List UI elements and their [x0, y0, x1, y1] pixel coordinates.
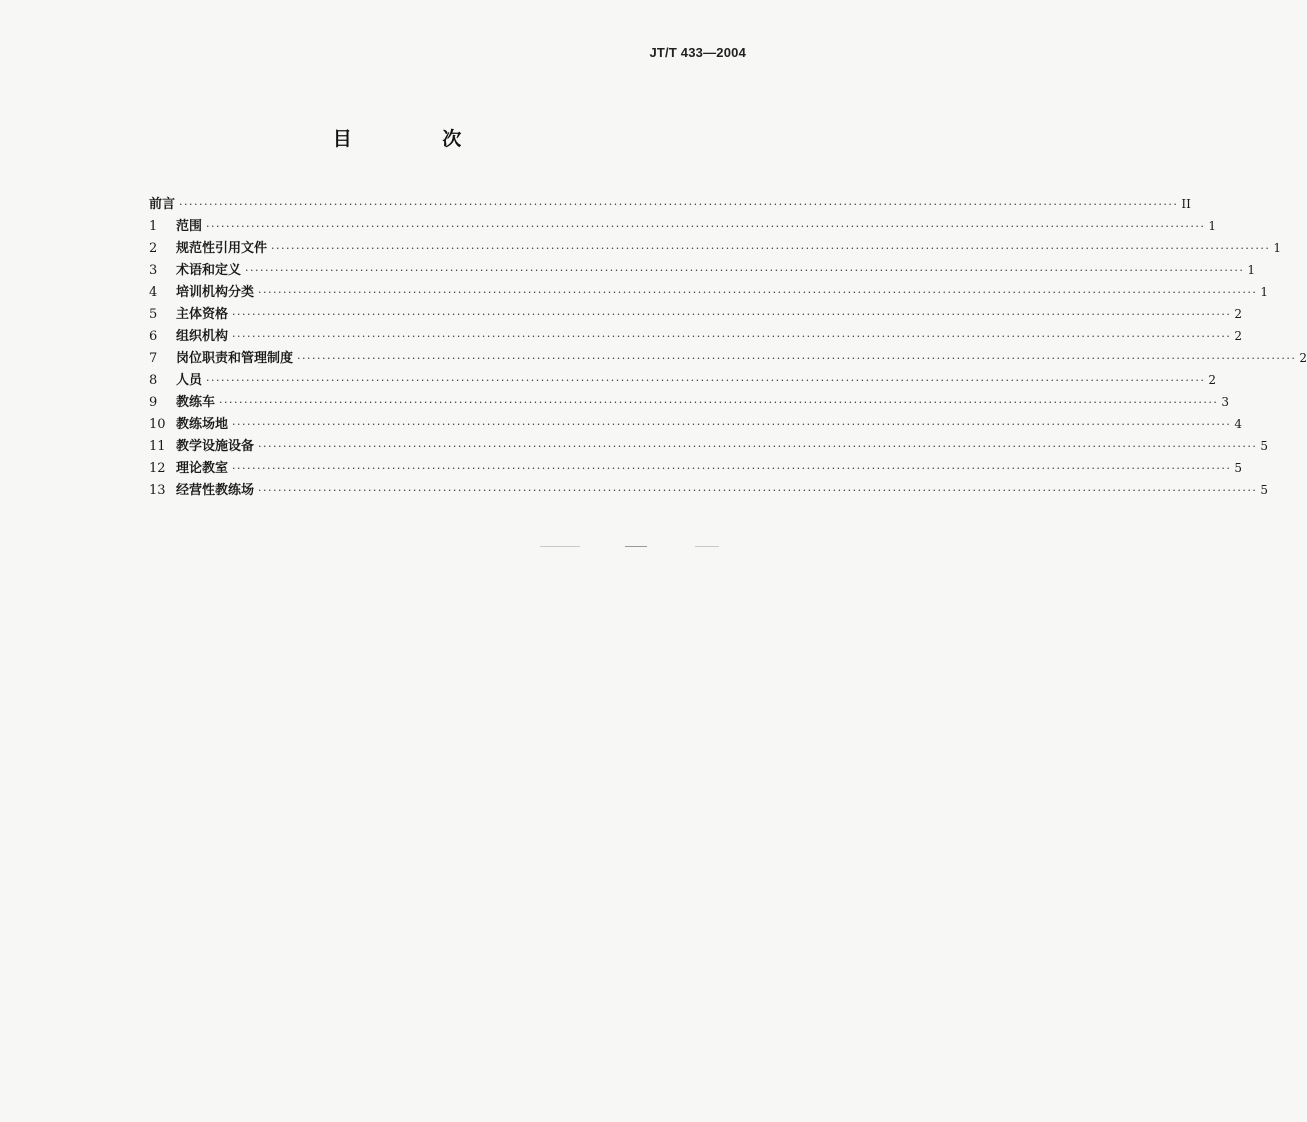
toc-entry-page: 4 [1234, 417, 1242, 431]
dot-leader: ········································································································································································································ [219, 396, 1219, 409]
dot-leader: ········································································································································································································ [258, 440, 1258, 453]
toc-entry-page: 3 [1221, 395, 1229, 409]
toc-entry-12[interactable] [149, 457, 1242, 479]
dot-leader: ········································································································································································································ [232, 330, 1232, 343]
toc-entry-number: 9 [149, 395, 158, 410]
toc-entry-number: 4 [149, 285, 158, 300]
toc-entry-label: 教练车 [176, 395, 216, 410]
toc-entry-label: 范围 [176, 219, 203, 234]
toc-entry-page: 2 [1208, 373, 1216, 387]
toc-entry-number: 8 [149, 373, 158, 388]
toc-entry-5[interactable] [149, 303, 1242, 325]
dot-leader: ········································································································································································································ [206, 374, 1206, 387]
dot-leader: ········································································································································································································ [258, 484, 1258, 497]
dot-leader: ········································································································································································································ [179, 198, 1179, 211]
toc-entry-2[interactable] [149, 237, 1281, 259]
toc-entry-3[interactable] [149, 259, 1255, 281]
dot-leader: ········································································································································································································ [232, 308, 1232, 321]
toc-entry-page: 1 [1247, 263, 1255, 277]
toc-entry-page: 1 [1260, 285, 1268, 299]
scan-artifact [695, 546, 719, 547]
document-code: JT/T 433—2004 [649, 45, 746, 60]
toc-entry-label: 理论教室 [176, 461, 229, 476]
dot-leader: ········································································································································································································ [232, 462, 1232, 475]
toc-entry-label: 组织机构 [176, 329, 229, 344]
toc-entry-number: 10 [149, 417, 166, 432]
toc-entry-page: 5 [1260, 483, 1268, 497]
toc-entry-4[interactable] [149, 281, 1268, 303]
dot-leader: ········································································································································································································ [258, 286, 1258, 299]
toc-entry-1[interactable] [149, 215, 1216, 237]
dot-leader: ········································································································································································································ [297, 352, 1297, 365]
toc-entry-number: 2 [149, 241, 158, 256]
toc-entry-label: 人员 [176, 373, 203, 388]
toc-entry-7[interactable] [149, 347, 1307, 369]
toc-entry-label: 规范性引用文件 [176, 241, 268, 256]
toc-entry-label: 主体资格 [176, 307, 229, 322]
toc-entry-11[interactable] [149, 435, 1268, 457]
dot-leader: ········································································································································································································ [271, 242, 1271, 255]
toc-entry-label: 教学设施设备 [176, 439, 255, 454]
toc-entry-number: 7 [149, 351, 158, 366]
toc-title: 目 次 [332, 128, 504, 150]
scan-artifact [625, 546, 647, 547]
toc-entry-page: II [1181, 197, 1191, 211]
toc-entry-number: 5 [149, 307, 158, 322]
dot-leader: ········································································································································································································ [232, 418, 1232, 431]
toc-entry-foreword[interactable] [149, 193, 1191, 215]
table-of-contents [149, 193, 1307, 501]
toc-entry-number: 11 [149, 439, 166, 454]
toc-entry-page: 2 [1299, 351, 1307, 365]
toc-entry-number: 1 [149, 219, 158, 234]
toc-entry-page: 2 [1234, 307, 1242, 321]
toc-entry-page: 2 [1234, 329, 1242, 343]
toc-entry-label: 术语和定义 [176, 263, 242, 278]
toc-entry-page: 5 [1234, 461, 1242, 475]
toc-entry-label: 岗位职责和管理制度 [176, 351, 294, 366]
toc-entry-6[interactable] [149, 325, 1242, 347]
toc-entry-label: 培训机构分类 [176, 285, 255, 300]
toc-entry-label: 经营性教练场 [176, 483, 255, 498]
toc-entry-label: 前言 [149, 197, 176, 212]
dot-leader: ········································································································································································································ [245, 264, 1245, 277]
dot-leader: ········································································································································································································ [206, 220, 1206, 233]
toc-entry-number: 12 [149, 461, 166, 476]
toc-entry-number: 6 [149, 329, 158, 344]
toc-entry-number: 3 [149, 263, 158, 278]
toc-entry-8[interactable] [149, 369, 1216, 391]
toc-entry-page: 1 [1273, 241, 1281, 255]
toc-entry-13[interactable] [149, 479, 1268, 501]
toc-entry-page: 5 [1260, 439, 1268, 453]
toc-entry-label: 教练场地 [176, 417, 229, 432]
scan-artifact [540, 546, 580, 547]
toc-entry-page: 1 [1208, 219, 1216, 233]
toc-entry-number: 13 [149, 483, 166, 498]
toc-entry-9[interactable] [149, 391, 1229, 413]
toc-entry-10[interactable] [149, 413, 1242, 435]
